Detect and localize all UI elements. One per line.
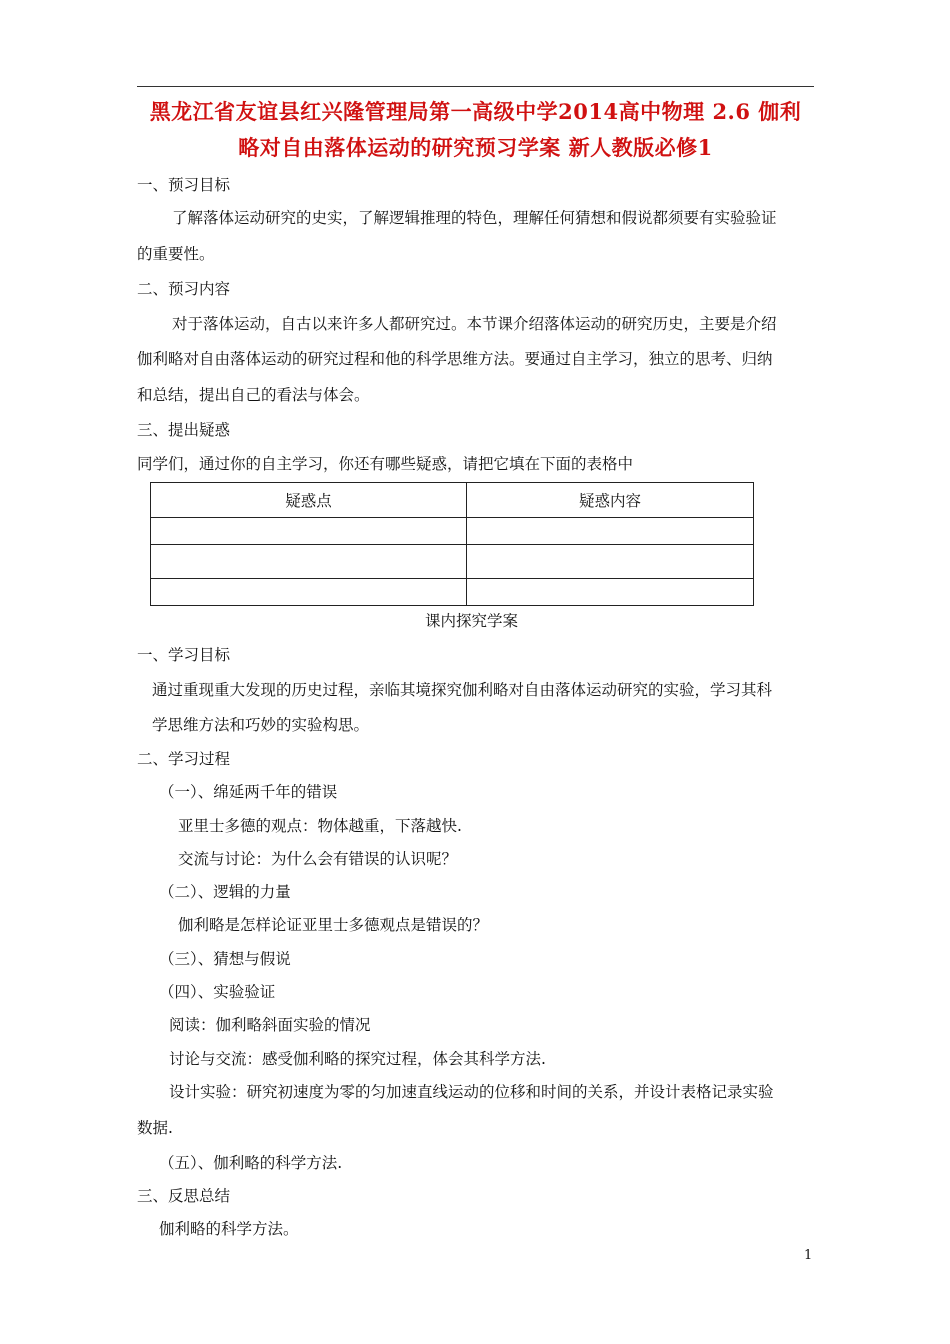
process-part-4-line-3: 设计实验：研究初速度为零的匀加速直线运动的位移和时间的关系，并设计表格记录实验 [169,1083,774,1101]
table-cell[interactable] [467,518,754,545]
process-part-2-line-1: 伽利略是怎样论证亚里士多德观点是错误的？ [178,916,489,934]
table-cell[interactable] [467,545,754,579]
preview-content-heading: 二、预习内容 [137,280,231,298]
process-part-4-line-2: 讨论与交流：感受伽利略的探究过程，体会其科学方法. [169,1050,546,1068]
process-part-5-heading: （五）、伽利略的科学方法. [159,1154,343,1172]
inclass-goal-heading: 一、学习目标 [137,646,231,664]
process-part-3-heading: （三）、猜想与假说 [159,950,291,968]
table-cell[interactable] [151,545,467,579]
document-title-line-1: 黑龙江省友谊县红兴隆管理局第一高级中学2014高中物理 2.6 伽利 [149,99,802,124]
process-part-1-line-2: 交流与讨论：为什么会有错误的认识呢？ [178,850,458,868]
preview-doubts-heading: 三、提出疑惑 [137,421,231,439]
preview-doubts-intro: 同学们，通过你的自主学习，你还有哪些疑惑，请把它填在下面的表格中 [137,455,634,473]
table-cell[interactable] [151,518,467,545]
inclass-section-title: 课内探究学案 [425,612,519,630]
preview-goal-text-2: 的重要性。 [137,245,215,263]
table-header-doubt-content: 疑惑内容 [467,483,754,518]
header-rule [137,86,814,87]
inclass-process-heading: 二、学习过程 [137,750,231,768]
page-number: 1 [804,1248,813,1263]
reflect-text: 伽利略的科学方法。 [159,1220,299,1238]
process-part-1-line-1: 亚里士多德的观点：物体越重，下落越快. [178,817,462,835]
table-cell[interactable] [467,579,754,606]
table-cell[interactable] [151,579,467,606]
table-row [151,579,754,606]
table-header-row [151,483,754,518]
preview-content-text-2: 伽利略对自由落体运动的研究过程和他的科学思维方法。要通过自主学习，独立的思考、归纳 [137,350,773,368]
process-part-2-heading: （二）、逻辑的力量 [159,883,291,901]
table-row [151,518,754,545]
process-part-4-line-1: 阅读：伽利略斜面实验的情况 [169,1016,371,1034]
process-part-4-heading: （四）、实验验证 [159,983,276,1001]
document-title-line-2: 略对自由落体运动的研究预习学案 新人教版必修1 [238,135,713,160]
process-part-1-heading: （一）、绵延两千年的错误 [159,783,338,801]
preview-content-text-3: 和总结，提出自己的看法与体会。 [137,386,370,404]
inclass-goal-text-2: 学思维方法和巧妙的实验构思。 [152,716,370,734]
reflect-heading: 三、反思总结 [137,1187,231,1205]
preview-content-text-1: 对于落体运动，自古以来许多人都研究过。本节课介绍落体运动的研究历史，主要是介绍 [172,315,777,333]
process-part-4-line-4: 数据. [137,1119,173,1137]
inclass-goal-text-1: 通过重现重大发现的历史过程，亲临其境探究伽利略对自由落体运动研究的实验，学习其科 [152,681,773,699]
table-row [151,545,754,579]
preview-goal-heading: 一、预习目标 [137,176,231,194]
table-header-doubt-point: 疑惑点 [151,483,467,518]
doubt-table [150,482,754,606]
preview-goal-text-1: 了解落体运动研究的史实，了解逻辑推理的特色，理解任何猜想和假说都须要有实验验证 [172,209,777,227]
